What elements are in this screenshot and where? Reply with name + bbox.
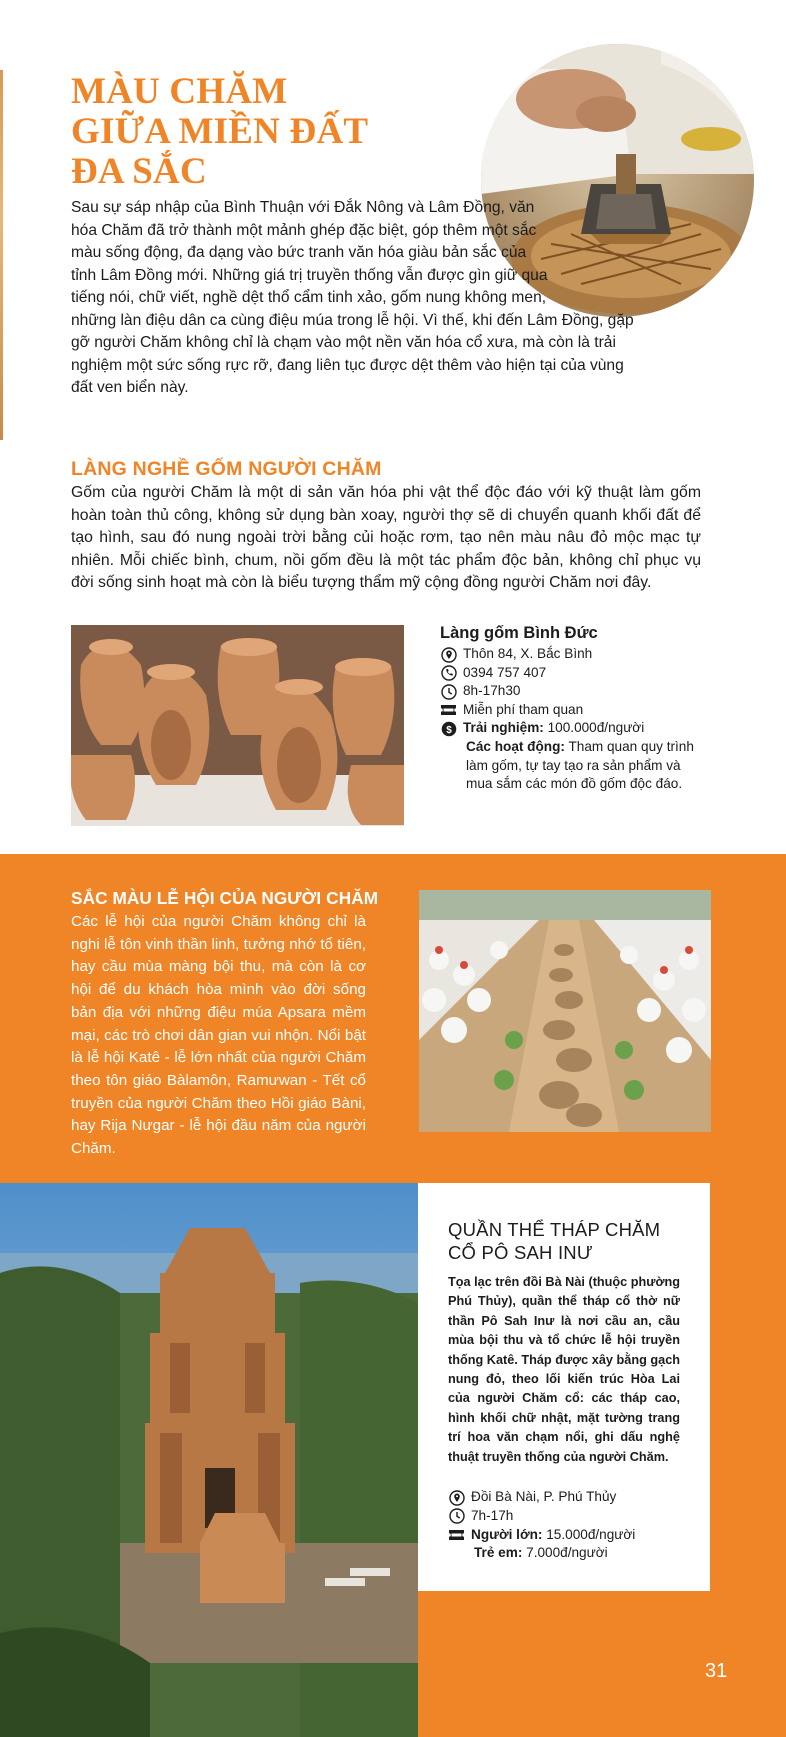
child-ticket-price: 7.000đ/người [526, 1545, 608, 1561]
po-sah-inu-hours-row [448, 1507, 693, 1526]
po-sah-inu-title: QUẦN THỂ THÁP CHĂM CỔ PÔ SAH INƯ [448, 1219, 661, 1263]
binh-duc-experience-row [440, 719, 695, 738]
pottery-village-heading: LÀNG NGHỀ GỐM NGƯỜI CHĂM [71, 458, 382, 480]
po-sah-inu-hours: 7h-17h [471, 1507, 514, 1523]
kate-festival-photo [419, 890, 711, 1132]
po-sah-inu-tower-photo [0, 1183, 418, 1737]
page-number: 31 [705, 1660, 728, 1682]
page-title-line-1: MÀU CHĂM [71, 71, 288, 112]
binh-duc-name: Làng gốm Bình Đức [440, 624, 598, 642]
location-pin-icon [440, 646, 457, 663]
binh-duc-hours: 8h-17h30 [463, 683, 521, 699]
ticket-icon [440, 702, 457, 719]
po-sah-inu-adult-ticket-row [448, 1526, 693, 1545]
dollar-coin-icon [440, 720, 457, 737]
left-edge-photo-strip [0, 70, 3, 440]
intro-paragraph [71, 197, 646, 400]
clock-icon [448, 1508, 465, 1525]
phone-icon [440, 665, 457, 682]
child-ticket-label: Trẻ em: [474, 1545, 523, 1561]
po-sah-inu-details [448, 1488, 693, 1563]
location-pin-icon [448, 1489, 465, 1506]
pottery-paragraph: Gốm của người Chăm là một di sản văn hóa phi vật thể độc đáo với kỹ thuật làm gốm hoàn toàn thủ công, không sử dụng bàn xoay, người thợ sẽ di chuyển quanh khối đất để tạo hình, sau đó nung ngoài trời bằng củi hoặc rơm, tạo nên màu nâu đỏ mộc mạc tự nhiên. Mỗi chiếc bình, chum, nồi gốm đều là một tác phẩm độc bản, không chỉ phục vụ đời sống sinh hoạt mà còn là biểu tượng thẩm mỹ cộng đồng người Chăm nơi đây. [71, 484, 701, 592]
experience-price: 100.000đ/người [547, 720, 645, 736]
adult-ticket-price: 15.000đ/người [546, 1526, 636, 1542]
po-sah-inu-info-card [418, 1183, 710, 1591]
activities-text: Tham quan quy trình làm gốm, tự tay tạo ra sản phẩm và mua sắm các món đồ gốm độc đáo. [466, 738, 694, 792]
cham-pottery-photo [71, 625, 404, 826]
festival-paragraph: Các lễ hội của người Chăm không chỉ là nghi lễ tôn vinh thần linh, tưởng nhớ tổ tiên, hay cầu mùa màng bội thu, mà còn là cơ hội để du khách hòa mình vào đời sống bản địa với những điệu múa Apsara mềm mại, các trò chơi dân gian vui nhộn. Nổi bật là lễ hội Katê - lễ lớn nhất của người Chăm theo tôn giáo Bàlamôn, Ramưwan - Tết cổ truyền của người Chăm theo Hồi giáo Bàni, hay Rija Nưgar - lễ hội đầu năm của người Chăm. [71, 913, 366, 1158]
experience-label: Trải nghiệm: [463, 720, 544, 736]
po-sah-inu-child-ticket-row [448, 1544, 693, 1563]
page-title-line-2: GIỮA MIỀN ĐẤT [71, 111, 369, 152]
binh-duc-address-row [440, 645, 695, 664]
adult-ticket-label: Người lớn: [471, 1526, 543, 1542]
binh-duc-phone: 0394 757 407 [463, 664, 547, 680]
binh-duc-phone-row [440, 664, 695, 683]
po-sah-inu-description: Tọa lạc trên đồi Bà Nài (thuộc phường Phú Thủy), quần thể tháp cổ thờ nữ thần Pô Sah Inư là nơi cầu an, cầu mùa bội thu và tổ chức lễ hội truyền thống Katê. Tháp được xây bằng gạch nung đỏ, theo lối kiến trúc Hòa Lai của người Chăm cổ: các tháp cao, hình khối chữ nhật, mặt tường trang trí hoa văn chạm nổi, ghi dấu nghệ thuật truyền thống của người Chăm. [448, 1275, 680, 1464]
activities-label: Các hoạt động: [466, 738, 565, 754]
page-title-line-3: ĐA SẮC [71, 151, 207, 192]
festival-heading: SẮC MÀU LỄ HỘI CỦA NGƯỜI CHĂM [71, 888, 379, 908]
clock-icon [440, 683, 457, 700]
po-sah-inu-address: Đồi Bà Nài, P. Phú Thủy [471, 1489, 617, 1504]
ticket-icon [448, 1527, 465, 1544]
binh-duc-hours-row [440, 682, 695, 701]
binh-duc-address: Thôn 84, X. Bắc Bình [463, 646, 593, 661]
binh-duc-info [440, 622, 695, 794]
intro-text: Sau sự sáp nhập của Bình Thuận với Đắk Nông và Lâm Đồng, văn hóa Chăm đã trở thành một mảnh ghép đặc biệt, góp thêm một sắc màu sống động, đa dạng vào bức tranh văn hóa giàu bản sắc của tỉnh Lâm Đồng mới. Những giá trị truyền thống vẫn được gìn giữ qua tiếng nói, chữ viết, nghề dệt thổ cẩm tinh xảo, gốm nung không men, những làn điệu dân ca cùng điệu múa trong lễ hội. Vì thế, khi đến Lâm Đồng, gặp gỡ người Chăm không chỉ là chạm vào một nền văn hóa cổ xưa, mà còn là trải nghiệm một sức sống rực rỡ, đang liên tục được dệt thêm vào hiện tại của vùng đất ven biển này. [71, 199, 634, 396]
svg-text:$: $ [445, 724, 452, 736]
page-title [71, 72, 401, 192]
binh-duc-activities [440, 738, 695, 794]
binh-duc-ticket-row [440, 701, 695, 720]
binh-duc-ticket: Miễn phí tham quan [463, 701, 584, 717]
po-sah-inu-address-row [448, 1488, 693, 1507]
